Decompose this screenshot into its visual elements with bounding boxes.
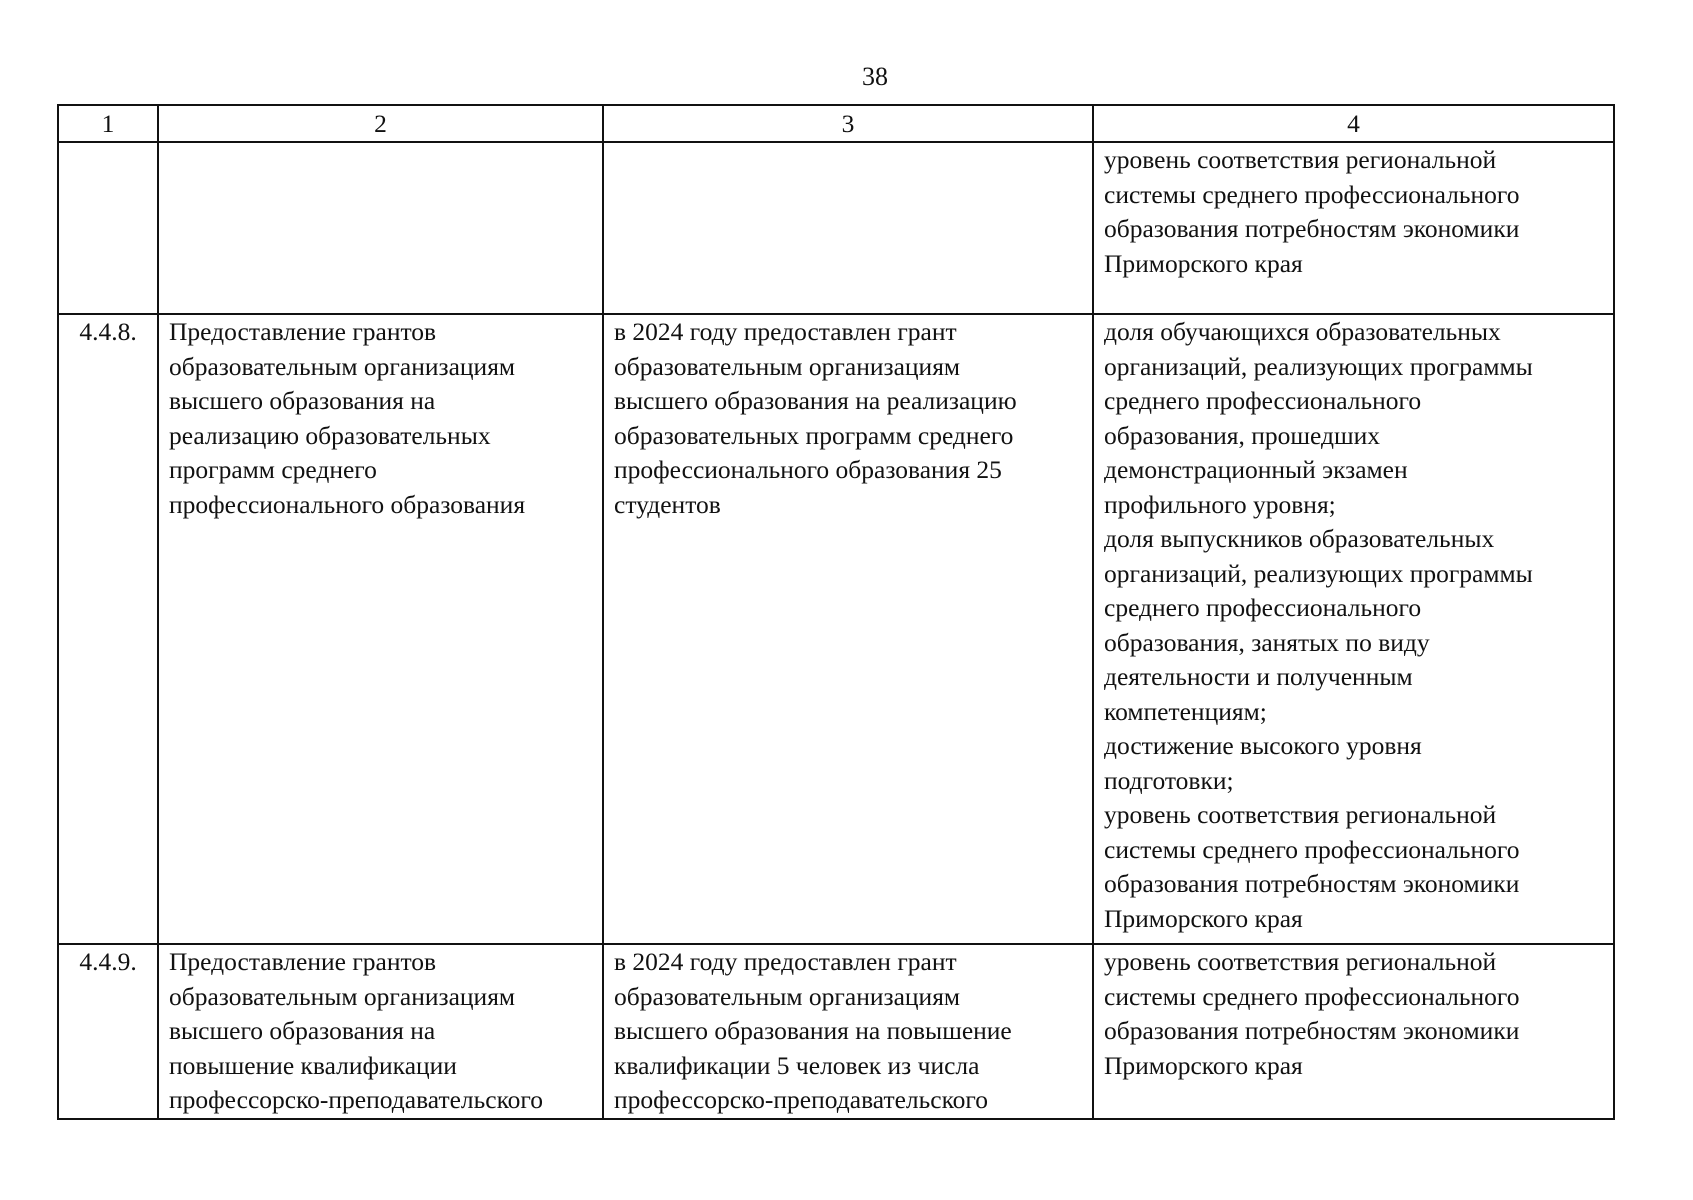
table-row — [58, 944, 1614, 1119]
result-cell — [603, 142, 1093, 314]
result-cell: в 2024 году предоставлен грант образовательным организациям высшего образования на повышение квалификации 5 человек из числа профессорско-преподавательского — [603, 944, 1093, 1119]
measure-cell: Предоставление грантов образовательным организациям высшего образования на повышение квалификации профессорско-преподавательского — [158, 944, 603, 1119]
table-header-row — [58, 105, 1614, 142]
indicators-cell: доля обучающихся образовательных организаций, реализующих программы среднего профессионального образования, прошедших демонстрационный экзамен профильного уровня; доля выпускников образовательных организаций, реализующих программы среднего профессионального образования, занятых по виду деятельности и полученным компетенциям; достижение высокого уровня подготовки; уровень соответствия региональной системы среднего профессионального образования потребностям экономики Приморского края — [1093, 314, 1614, 944]
column-header-3: 3 — [603, 105, 1093, 142]
indicators-cell: уровень соответствия региональной системы среднего профессионального образования потребностям экономики Приморского края — [1093, 142, 1614, 314]
page-number: 38 — [862, 62, 888, 91]
measures-table — [57, 104, 1615, 1120]
measure-cell: Предоставление грантов образовательным организациям высшего образования на реализацию образовательных программ среднего профессионального образования — [158, 314, 603, 944]
column-header-4: 4 — [1093, 105, 1614, 142]
row-number-cell: 4.4.9. — [58, 944, 158, 1119]
table-row — [58, 314, 1614, 944]
column-header-2: 2 — [158, 105, 603, 142]
table-row — [58, 142, 1614, 314]
row-number-cell — [58, 142, 158, 314]
row-number-cell: 4.4.8. — [58, 314, 158, 944]
column-header-1: 1 — [58, 105, 158, 142]
indicators-cell: уровень соответствия региональной системы среднего профессионального образования потребностям экономики Приморского края — [1093, 944, 1614, 1119]
result-cell: в 2024 году предоставлен грант образовательным организациям высшего образования на реализацию образовательных программ среднего профессионального образования 25 студентов — [603, 314, 1093, 944]
measure-cell — [158, 142, 603, 314]
